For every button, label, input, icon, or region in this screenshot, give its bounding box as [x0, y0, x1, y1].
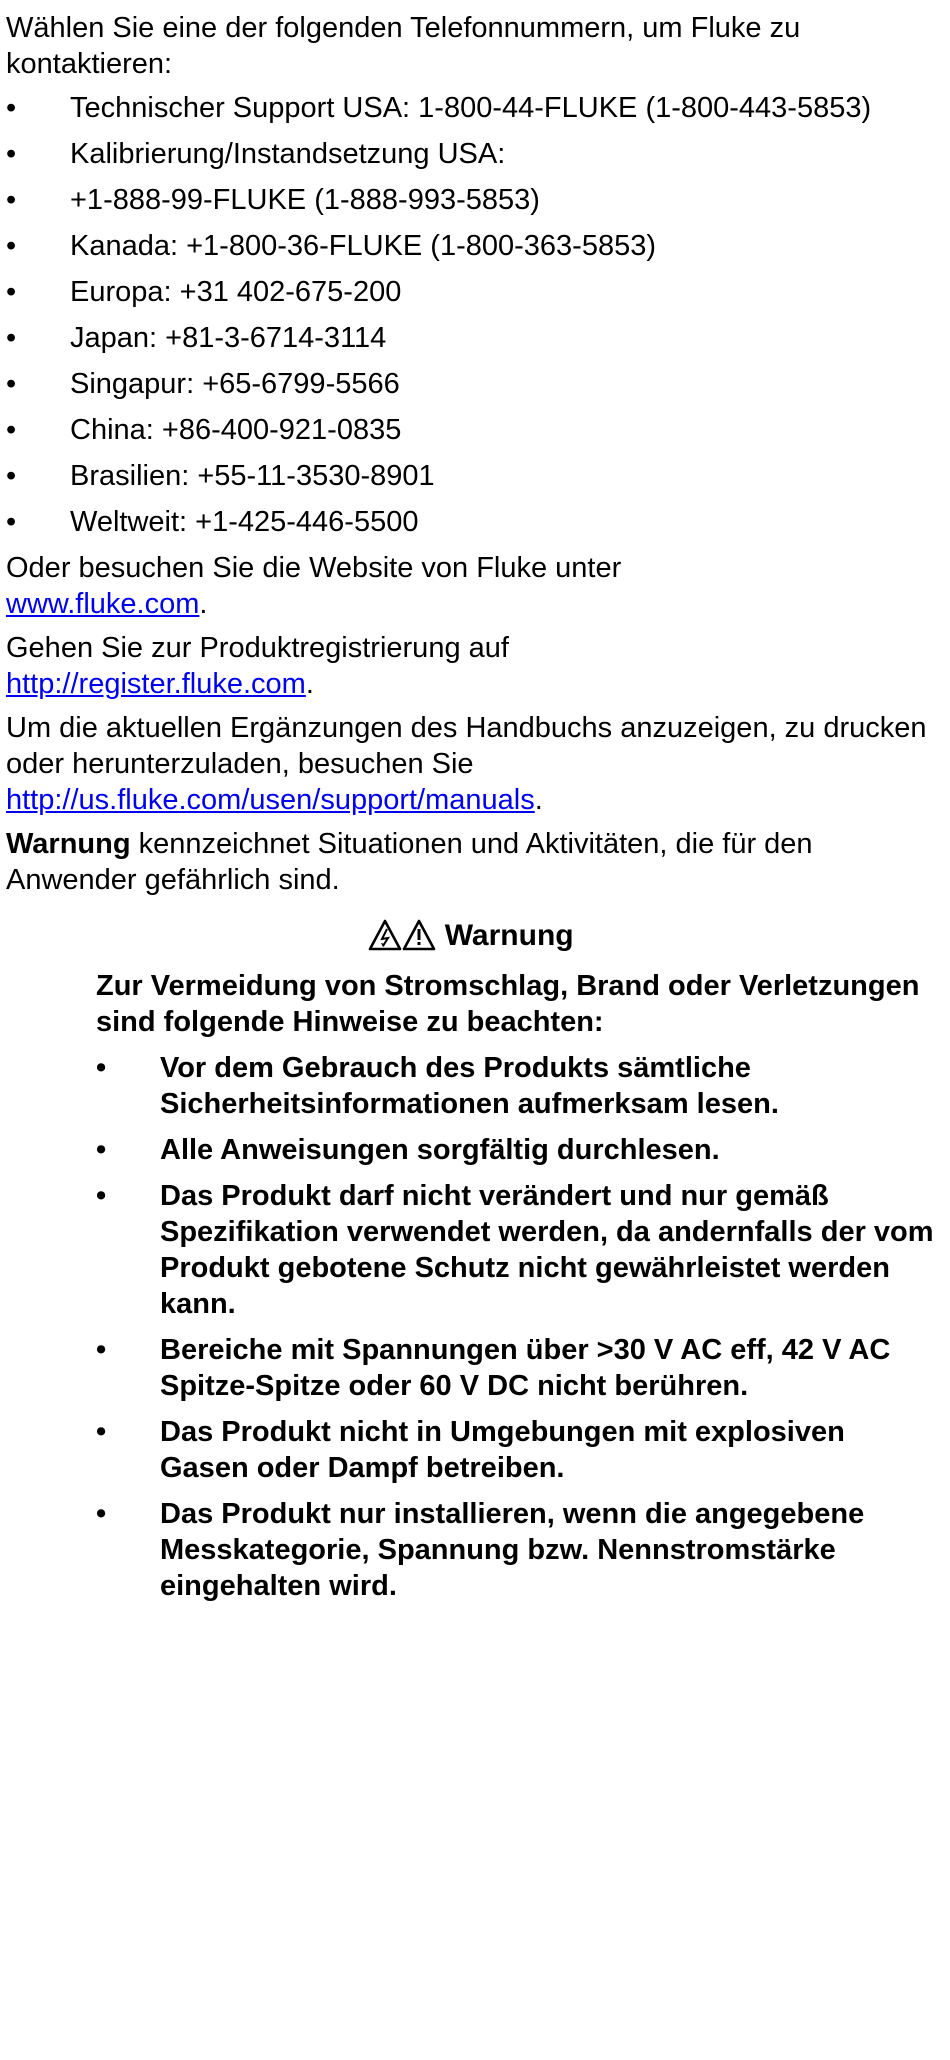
phone-item — [6, 90, 936, 126]
phone-item — [6, 228, 936, 264]
phone-item — [6, 412, 936, 448]
phone-text: Japan: +81-3-6714-3114 — [70, 322, 387, 354]
warning-heading — [6, 918, 936, 954]
warning-item — [96, 1178, 936, 1322]
warning-note — [6, 826, 936, 898]
phone-text: +1-888-99-FLUKE (1-888-993-5853) — [70, 184, 540, 216]
manuals-link[interactable]: http://us.fluke.com/usen/support/manuals — [6, 784, 535, 816]
registration-text: Gehen Sie zur Produktregistrierung auf — [6, 632, 509, 664]
registration-link[interactable]: http://register.fluke.com — [6, 668, 306, 700]
phone-text: Weltweit: +1-425-446-5500 — [70, 506, 419, 538]
phone-text: Kanada: +1-800-36-FLUKE (1-800-363-5853) — [70, 230, 657, 262]
bullet: • — [96, 1498, 107, 1530]
phone-text: Kalibrierung/Instandsetzung USA: — [70, 138, 506, 170]
warning-item — [96, 1132, 936, 1168]
warning-item-text: Alle Anweisungen sorgfältig durchlesen. — [160, 1134, 720, 1166]
bullet: • — [6, 230, 17, 262]
phone-item — [6, 320, 936, 356]
website-text: Oder besuchen Sie die Website von Fluke unter — [6, 552, 622, 584]
warning-item — [96, 1496, 936, 1604]
phone-text: Technischer Support USA: 1-800-44-FLUKE (1-800-443-5853) — [70, 92, 872, 124]
bullet: • — [96, 1334, 107, 1366]
phone-text: Singapur: +65-6799-5566 — [70, 368, 400, 400]
bullet: • — [6, 92, 17, 124]
bullet: • — [96, 1416, 107, 1448]
period: . — [534, 784, 543, 816]
bullet: • — [6, 460, 17, 492]
manuals-paragraph — [6, 710, 936, 818]
phone-text: China: +86-400-921-0835 — [70, 414, 402, 446]
phone-item — [6, 366, 936, 402]
bullet: • — [6, 368, 17, 400]
warning-intro: Zur Vermeidung von Stromschlag, Brand oder Verletzungen sind folgende Hinweise zu beachten: — [96, 970, 920, 1038]
manuals-text: Um die aktuellen Ergänzungen des Handbuchs anzuzeigen, zu drucken oder herunterzuladen, besuchen Sie — [6, 712, 927, 780]
contact-intro: Wählen Sie eine der folgenden Telefonnummern, um Fluke zu kontaktieren: — [6, 12, 801, 80]
phone-item — [6, 182, 936, 218]
phone-text: Brasilien: +55-11-3530-8901 — [70, 460, 435, 492]
warning-note-label: Warnung — [6, 828, 131, 860]
website-link[interactable]: www.fluke.com — [6, 588, 200, 620]
phone-item — [6, 504, 936, 540]
period: . — [199, 588, 208, 620]
warning-block — [96, 968, 936, 1604]
electric-shock-hazard-icon — [368, 919, 402, 951]
warning-heading-text: Warnung — [444, 919, 574, 952]
bullet: • — [6, 414, 17, 446]
phone-item — [6, 136, 936, 172]
registration-paragraph — [6, 630, 936, 702]
warning-item-text: Das Produkt nicht in Umgebungen mit explosiven Gasen oder Dampf betreiben. — [160, 1416, 845, 1484]
warning-item-text: Das Produkt darf nicht verändert und nur gemäß Spezifikation verwendet werden, da andernfalls der vom Produkt gebotene Schutz nicht gewährleistet werden kann. — [160, 1180, 934, 1320]
bullet: • — [6, 184, 17, 216]
phone-text: Europa: +31 402-675-200 — [70, 276, 402, 308]
bullet: • — [96, 1052, 107, 1084]
bullet: • — [96, 1134, 107, 1166]
bullet: • — [6, 276, 17, 308]
bullet: • — [6, 322, 17, 354]
warning-item — [96, 1414, 936, 1486]
phone-item — [6, 274, 936, 310]
warning-item — [96, 1050, 936, 1122]
warning-item-text: Bereiche mit Spannungen über >30 V AC eff, 42 V AC Spitze-Spitze oder 60 V DC nicht berühren. — [160, 1334, 891, 1402]
phone-list — [6, 90, 936, 540]
bullet: • — [6, 506, 17, 538]
warning-item-text: Vor dem Gebrauch des Produkts sämtliche Sicherheitsinformationen aufmerksam lesen. — [160, 1052, 779, 1120]
warning-item — [96, 1332, 936, 1404]
bullet: • — [6, 138, 17, 170]
warning-item-text: Das Produkt nur installieren, wenn die angegebene Messkategorie, Spannung bzw. Nennstromstärke eingehalten wird. — [160, 1498, 865, 1602]
bullet: • — [96, 1180, 107, 1212]
warning-note-text: kennzeichnet Situationen und Aktivitäten, die für den Anwender gefährlich sind. — [6, 828, 813, 896]
caution-icon — [402, 919, 436, 951]
website-paragraph — [6, 550, 936, 622]
period: . — [305, 668, 314, 700]
warning-list — [96, 1050, 936, 1604]
phone-item — [6, 458, 936, 494]
document-page — [6, 10, 936, 1614]
